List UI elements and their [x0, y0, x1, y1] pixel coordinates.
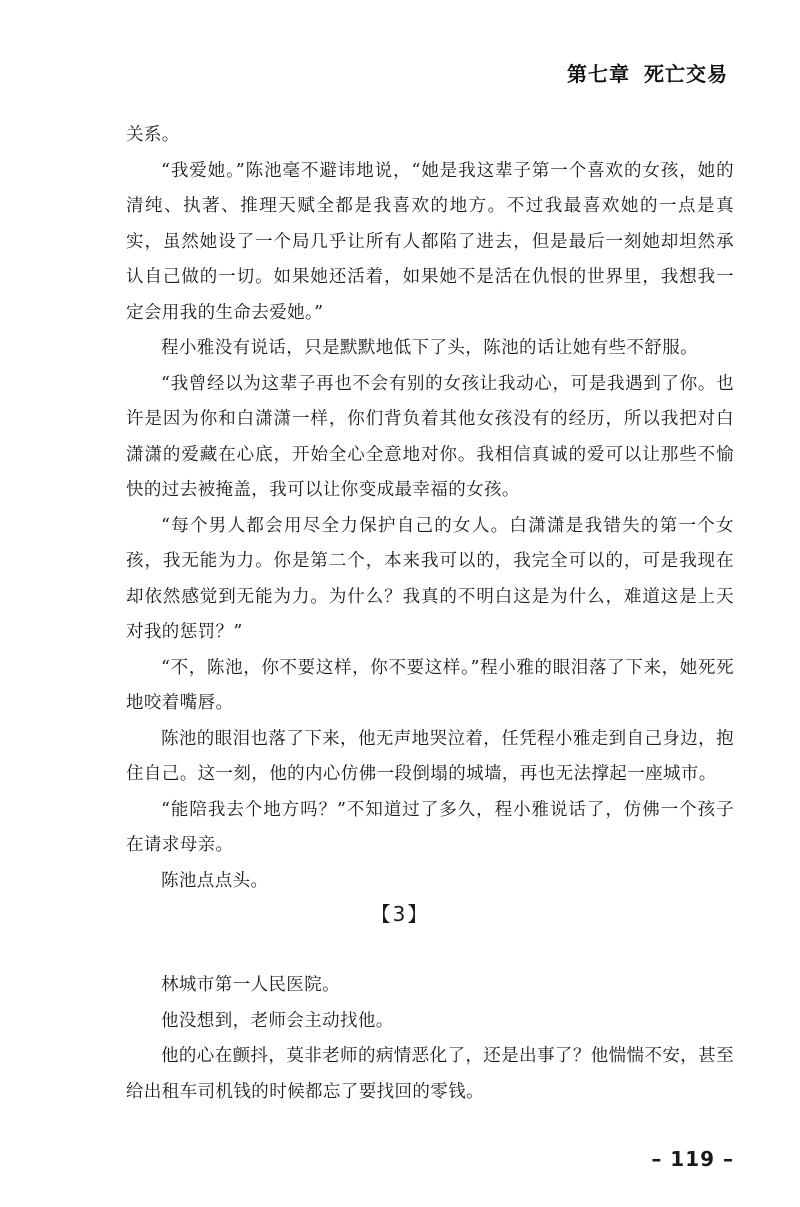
paragraph: “不，陈池，你不要这样，你不要这样。”程小雅的眼泪落了下来，她死死地咬着嘴唇。	[126, 657, 734, 713]
running-header	[567, 58, 728, 87]
chapter-number: 第七章	[567, 62, 630, 86]
paragraph: 关系。	[126, 125, 180, 145]
body-text	[126, 118, 734, 899]
paragraph: 陈池的眼泪也落了下来，他无声地哭泣着，任凭程小雅走到自己身边，抱住自己。这一刻，他的内心仿佛一段倒塌的城墙，再也无法撑起一座城市。	[126, 728, 734, 784]
page-number: – 119 –	[651, 1147, 734, 1171]
chapter-title: 死亡交易	[644, 62, 728, 86]
paragraph: 他没想到，老师会主动找他。	[161, 1010, 394, 1031]
section-heading: 【3】	[370, 902, 430, 926]
paragraph: 陈池点点头。	[161, 870, 269, 891]
paragraph: 林城市第一人民医院。	[161, 975, 340, 995]
paragraph: “能陪我去个地方吗？”不知道过了多久，程小雅说话了，仿佛一个孩子在请求母亲。	[126, 799, 734, 855]
paragraph: “我爱她。”陈池毫不避讳地说，“她是我这辈子第一个喜欢的女孩，她的清纯、执著、推理天赋全都是我喜欢的地方。不过我最喜欢她的一点是真实，虽然她设了一个局几乎让所有人都陷了进去，但是最后一刻她却坦然承认自己做的一切。如果她还活着，如果她不是活在仇恨的世界里，我想我一定会用我的生命去爱她。”	[126, 160, 734, 323]
paragraph: “每个男人都会用尽全力保护自己的女人。白潇潇是我错失的第一个女孩，我无能为力。你是第二个，本来我可以的，我完全可以的，可是我现在却依然感觉到无能为力。为什么？我真的不明白这是为什么，难道这是上天对我的惩罚？”	[126, 515, 734, 642]
paragraph: “我曾经以为这辈子再也不会有别的女孩让我动心，可是我遇到了你。也许是因为你和白潇潇一样，你们背负着其他女孩没有的经历，所以我把对白潇潇的爱藏在心底，开始全心全意地对你。我相信真诚的爱可以让那些不愉快的过去被掩盖，我可以让你变成最幸福的女孩。	[126, 373, 734, 500]
body-text-section-3	[126, 968, 734, 1110]
paragraph: 他的心在颤抖，莫非老师的病情恶化了，还是出事了？他惴惴不安，甚至给出租车司机钱的时候都忘了要找回的零钱。	[126, 1046, 734, 1102]
paragraph: 程小雅没有说话，只是默默地低下了头，陈池的话让她有些不舒服。	[161, 338, 698, 358]
